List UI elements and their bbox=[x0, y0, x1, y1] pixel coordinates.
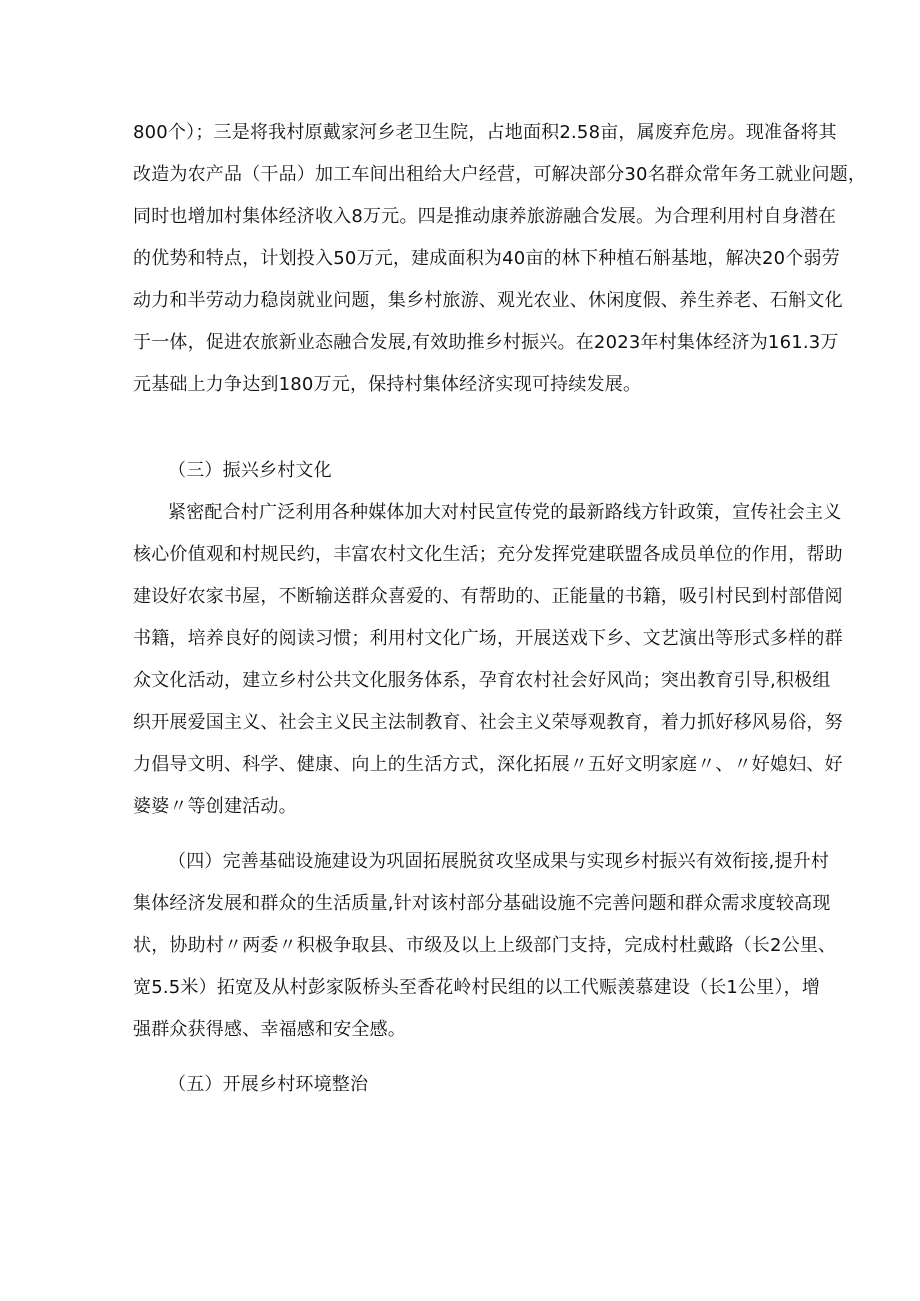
paragraph-line: 改造为农产品（干品）加工车间出租给大户经营，可解决部分30名群众常年务工就业问题， bbox=[133, 164, 867, 185]
paragraph-line: 同时也增加村集体经济收入8万元。四是推动康养旅游融合发展。为合理利用村自身潜在 bbox=[133, 206, 837, 227]
paragraph-line: 集体经济发展和群众的生活质量,针对该村部分基础设施不完善问题和群众需求度较高现 bbox=[133, 893, 831, 914]
paragraph-line: 元基础上力争达到180万元，保持村集体经济实现可持续发展。 bbox=[133, 374, 642, 395]
paragraph-line: 强群众获得感、幸福感和安全感。 bbox=[133, 1019, 406, 1040]
paragraph-line: 众文化活动，建立乡村公共文化服务体系，孕育农村社会好风尚；突出教育引导,积极组 bbox=[133, 670, 831, 691]
paragraph-line: 婆婆〃等创建活动。 bbox=[133, 796, 297, 817]
paragraph-line: 核心价值观和村规民约，丰富农村文化生活；充分发挥党建联盟各成员单位的作用，帮助 bbox=[133, 544, 843, 565]
paragraph-line: 宽5.5米）拓宽及从村彭家阪桥头至香花岭村民组的以工代赈羡慕建设（长1公里），增 bbox=[133, 977, 821, 998]
paragraph-line: 动力和半劳动力稳岗就业问题，集乡村旅游、观光农业、休闲度假、养生养老、石斛文化 bbox=[133, 290, 843, 311]
paragraph-line: 状，协助村〃两委〃积极争取县、市级及以上上级部门支持，完成村杜戴路（长2公里、 bbox=[133, 935, 837, 956]
paragraph-line: 织开展爱国主义、社会主义民主法制教育、社会主义荣辱观教育，着力抓好移风易俗，努 bbox=[133, 712, 843, 733]
paragraph-line: 于一体，促进农旅新业态融合发展,有效助推乡村振兴。在2023年村集体经济为161.3万 bbox=[133, 332, 839, 353]
paragraph-line: 紧密配合村广泛利用各种媒体加大对村民宣传党的最新路线方针政策，宣传社会主义 bbox=[168, 502, 842, 523]
paragraph-line: 书籍，培养良好的阅读习惯；利用村文化广场，开展送戏下乡、文艺演出等形式多样的群 bbox=[133, 628, 843, 649]
paragraph-line: 建设好农家书屋，不断输送群众喜爱的、有帮助的、正能量的书籍，吸引村民到村部借阅 bbox=[133, 586, 843, 607]
paragraph-line: （四）完善基础设施建设为巩固拓展脱贫攻坚成果与实现乡村振兴有效衔接,提升村 bbox=[168, 851, 830, 872]
paragraph-line: 800个）；三是将我村原戴家河乡老卫生院，占地面积2.58亩，属废弃危房。现准备将其 bbox=[133, 122, 837, 143]
paragraph-line: 的优势和特点，计划投入50万元，建成面积为40亩的林下种植石斛基地，解决20个弱劳 bbox=[133, 248, 840, 269]
section-heading: （五）开展乡村环境整治 bbox=[168, 1074, 369, 1095]
paragraph-line: 力倡导文明、科学、健康、向上的生活方式，深化拓展〃五好文明家庭〃、〃好媳妇、好 bbox=[133, 754, 843, 775]
section-heading: （三）振兴乡村文化 bbox=[168, 460, 332, 481]
